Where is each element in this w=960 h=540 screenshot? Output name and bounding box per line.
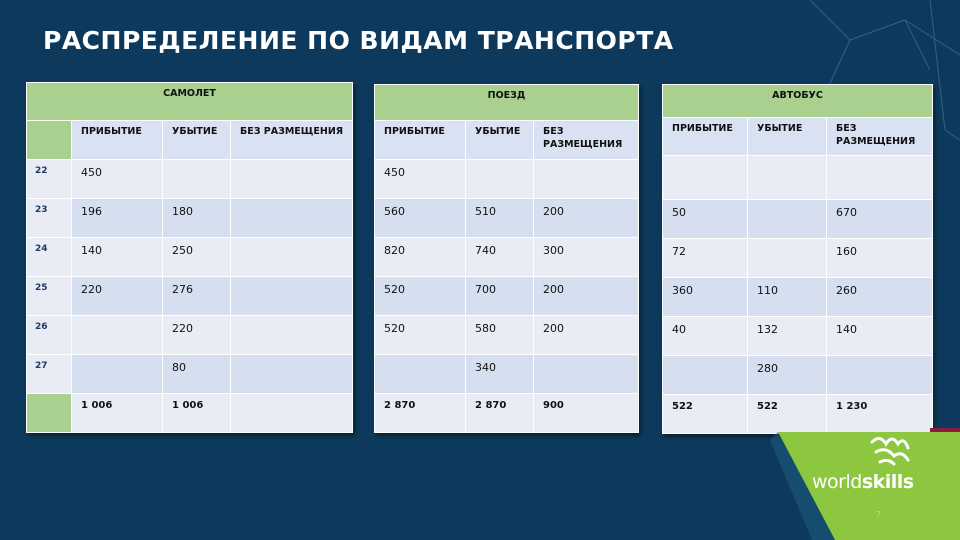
table-cell: [231, 316, 353, 355]
page-title: РАСПРЕДЕЛЕНИЕ ПО ВИДАМ ТРАНСПОРТА: [43, 26, 674, 55]
table-cell: 260: [827, 278, 933, 317]
table-cell: [534, 160, 639, 199]
table-cell: 72: [663, 239, 748, 278]
table-cell: 132: [748, 317, 827, 356]
table-cell: [231, 355, 353, 394]
table-cell: [231, 277, 353, 316]
table-cell: [663, 156, 748, 200]
total-cell: 1 006: [163, 394, 231, 433]
table-cell: 80: [163, 355, 231, 394]
total-label: [27, 394, 72, 433]
column-header: ПРИБЫТИЕ: [663, 118, 748, 156]
table-header: ПОЕЗД: [375, 85, 639, 121]
table-cell: 220: [72, 277, 163, 316]
table-cell: 510: [466, 199, 534, 238]
table-corner: [27, 121, 72, 160]
column-header: ПРИБЫТИЕ: [375, 121, 466, 160]
table-cell: 300: [534, 238, 639, 277]
worldskills-wordmark: worldskills: [812, 471, 914, 493]
table-cell: [163, 160, 231, 199]
table-cell: 670: [827, 200, 933, 239]
table-cell: 580: [466, 316, 534, 355]
table-cell: [466, 160, 534, 199]
row-label: 24: [27, 238, 72, 277]
table-cell: 280: [748, 356, 827, 395]
total-cell: 1 230: [827, 395, 933, 434]
table-cell: 820: [375, 238, 466, 277]
total-cell: 522: [748, 395, 827, 434]
table-cell: [72, 355, 163, 394]
table-cell: [663, 356, 748, 395]
column-header: УБЫТИЕ: [163, 121, 231, 160]
table-cell: 200: [534, 316, 639, 355]
table-cell: [72, 316, 163, 355]
row-label: 25: [27, 277, 72, 316]
row-label: 23: [27, 199, 72, 238]
total-cell: 1 006: [72, 394, 163, 433]
column-header: БЕЗ РАЗМЕЩЕНИЯ: [534, 121, 639, 160]
total-cell: [231, 394, 353, 433]
column-header: БЕЗ РАЗМЕЩЕНИЯ: [827, 118, 933, 156]
table-header: АВТОБУС: [663, 85, 933, 118]
page-number: 7: [876, 510, 882, 519]
table-header: САМОЛЕТ: [27, 83, 353, 121]
table-cell: [827, 356, 933, 395]
table-cell: 520: [375, 316, 466, 355]
table-cell: 196: [72, 199, 163, 238]
table-cell: 520: [375, 277, 466, 316]
table-cell: 700: [466, 277, 534, 316]
table-cell: 340: [466, 355, 534, 394]
total-cell: 2 870: [375, 394, 466, 433]
table-cell: [375, 355, 466, 394]
table-cell: 276: [163, 277, 231, 316]
table-cell: 250: [163, 238, 231, 277]
table-cell: 140: [72, 238, 163, 277]
table-cell: 450: [375, 160, 466, 199]
train-table: [374, 84, 639, 433]
table-cell: [748, 239, 827, 278]
table-cell: 560: [375, 199, 466, 238]
plane-table: [26, 82, 353, 433]
table-cell: 220: [163, 316, 231, 355]
table-cell: [748, 156, 827, 200]
total-cell: 900: [534, 394, 639, 433]
total-cell: 522: [663, 395, 748, 434]
table-cell: 200: [534, 199, 639, 238]
table-cell: [534, 355, 639, 394]
table-cell: 740: [466, 238, 534, 277]
table-cell: [748, 200, 827, 239]
row-label: 26: [27, 316, 72, 355]
table-cell: 40: [663, 317, 748, 356]
column-header: УБЫТИЕ: [466, 121, 534, 160]
table-cell: [827, 156, 933, 200]
table-cell: [231, 199, 353, 238]
bus-table: [662, 84, 933, 434]
table-cell: 450: [72, 160, 163, 199]
table-cell: 360: [663, 278, 748, 317]
row-label: 27: [27, 355, 72, 394]
table-cell: [231, 160, 353, 199]
column-header: ПРИБЫТИЕ: [72, 121, 163, 160]
table-cell: 50: [663, 200, 748, 239]
table-cell: 160: [827, 239, 933, 278]
table-cell: 180: [163, 199, 231, 238]
row-label: 22: [27, 160, 72, 199]
total-cell: 2 870: [466, 394, 534, 433]
table-cell: 140: [827, 317, 933, 356]
table-cell: 110: [748, 278, 827, 317]
table-cell: [231, 238, 353, 277]
table-cell: 200: [534, 277, 639, 316]
column-header: БЕЗ РАЗМЕЩЕНИЯ: [231, 121, 353, 160]
column-header: УБЫТИЕ: [748, 118, 827, 156]
